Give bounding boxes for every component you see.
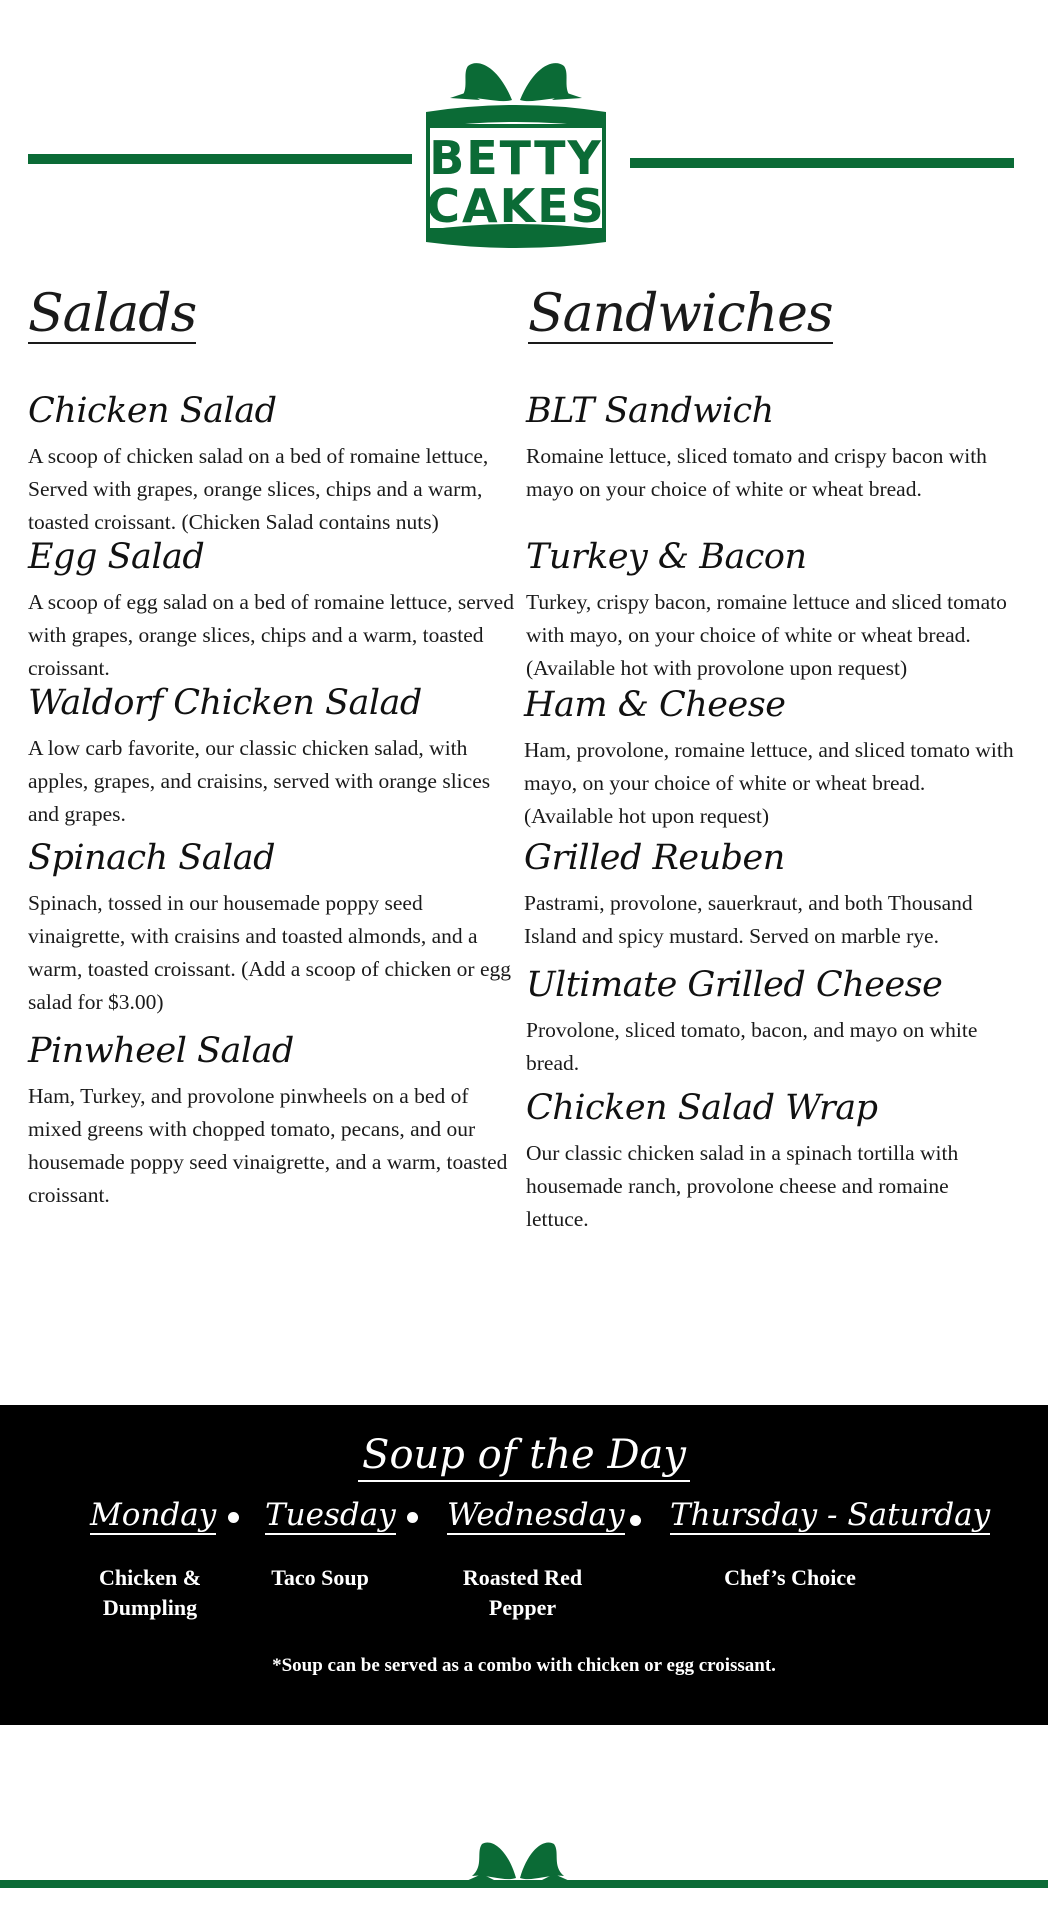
soup-title: Soup of the Day bbox=[358, 1432, 690, 1482]
soup-combo-note: *Soup can be served as a combo with chicken or egg croissant. bbox=[272, 1655, 776, 1676]
item-name: Chicken Salad bbox=[28, 391, 277, 431]
salad-item bbox=[28, 539, 518, 685]
sandwiches-title: Sandwiches bbox=[528, 284, 833, 344]
sandwich-item bbox=[526, 393, 1016, 506]
item-description: Ham, provolone, romaine lettuce, and sliced tomato with mayo, on your choice of white or wheat bread. (Available hot upon request) bbox=[524, 737, 1014, 828]
sandwich-item bbox=[526, 539, 1016, 685]
soup-name-wednesday: Roasted Red Pepper bbox=[462, 1565, 583, 1620]
salad-item bbox=[28, 685, 518, 831]
logo-text-line1: BETTY bbox=[429, 131, 603, 185]
item-name: Grilled Reuben bbox=[524, 838, 785, 878]
soup-name-tuesday: Taco Soup bbox=[271, 1565, 369, 1590]
item-name: Turkey & Bacon bbox=[526, 537, 807, 577]
item-name: BLT Sandwich bbox=[526, 391, 774, 431]
bullet-dot bbox=[630, 1515, 641, 1526]
item-description: Provolone, sliced tomato, bacon, and mayo on white bread. bbox=[526, 1017, 978, 1075]
sandwich-item bbox=[524, 840, 1014, 953]
soup-day-tuesday: Tuesday bbox=[265, 1497, 396, 1533]
item-description: Romaine lettuce, sliced tomato and crispy bacon with mayo on your choice of white or wheat bread. bbox=[526, 443, 987, 501]
bullet-dot bbox=[228, 1512, 239, 1523]
footer-rule bbox=[0, 1880, 1048, 1888]
item-description: Turkey, crispy bacon, romaine lettuce and sliced tomato with mayo, on your choice of white or wheat bread. (Available hot with provolone upon request) bbox=[526, 589, 1007, 680]
soup-name-thursday-saturday: Chef’s Choice bbox=[724, 1565, 856, 1590]
header-rule-right bbox=[630, 158, 1014, 168]
salads-title: Salads bbox=[28, 284, 197, 344]
sandwich-item bbox=[524, 687, 1014, 833]
sandwich-item bbox=[526, 967, 1016, 1080]
soup-day-thursday-saturday: Thursday - Saturday bbox=[670, 1497, 991, 1533]
betty-cakes-logo bbox=[420, 56, 612, 250]
soup-day-wednesday: Wednesday bbox=[447, 1497, 625, 1533]
item-name: Chicken Salad Wrap bbox=[526, 1088, 878, 1128]
bullet-dot bbox=[407, 1512, 418, 1523]
salad-item bbox=[28, 1033, 518, 1212]
item-name: Waldorf Chicken Salad bbox=[28, 683, 422, 723]
salad-item bbox=[28, 393, 518, 539]
item-description: A scoop of chicken salad on a bed of romaine lettuce, Served with grapes, orange slices, chips and a warm, toasted croissant. (Chicken Salad contains nuts) bbox=[28, 443, 489, 534]
item-name: Ultimate Grilled Cheese bbox=[526, 965, 943, 1005]
item-description: A scoop of egg salad on a bed of romaine lettuce, served with grapes, orange slices, chips and a warm, toasted croissant. bbox=[28, 589, 514, 680]
soup-of-the-day-section bbox=[0, 1405, 1048, 1725]
item-name: Pinwheel Salad bbox=[28, 1031, 294, 1071]
item-description: Spinach, tossed in our housemade poppy seed vinaigrette, with craisins and toasted almonds, and a warm, toasted croissant. (Add a scoop of chicken or egg salad for $3.00) bbox=[28, 890, 512, 1014]
salad-item bbox=[28, 840, 518, 1019]
item-description: Our classic chicken salad in a spinach tortilla with housemade ranch, provolone cheese and romaine lettuce. bbox=[526, 1140, 959, 1231]
bow-ornament-icon bbox=[464, 1836, 572, 1884]
item-name: Ham & Cheese bbox=[524, 685, 786, 725]
item-name: Egg Salad bbox=[28, 537, 205, 577]
item-name: Spinach Salad bbox=[28, 838, 276, 878]
item-description: Ham, Turkey, and provolone pinwheels on a bed of mixed greens with chopped tomato, pecans, and our housemade poppy seed vinaigrette, and a warm, toasted croissant. bbox=[28, 1083, 508, 1207]
logo-text-line2: CAKES bbox=[426, 179, 606, 233]
sandwich-item bbox=[526, 1090, 1016, 1236]
soup-day-monday: Monday bbox=[90, 1497, 217, 1533]
item-description: Pastrami, provolone, sauerkraut, and both Thousand Island and spicy mustard. Served on marble rye. bbox=[524, 890, 973, 948]
header-rule-left bbox=[28, 154, 412, 164]
item-description: A low carb favorite, our classic chicken salad, with apples, grapes, and craisins, served with orange slices and grapes. bbox=[28, 735, 491, 826]
soup-name-monday: Chicken & Dumpling bbox=[98, 1565, 202, 1620]
